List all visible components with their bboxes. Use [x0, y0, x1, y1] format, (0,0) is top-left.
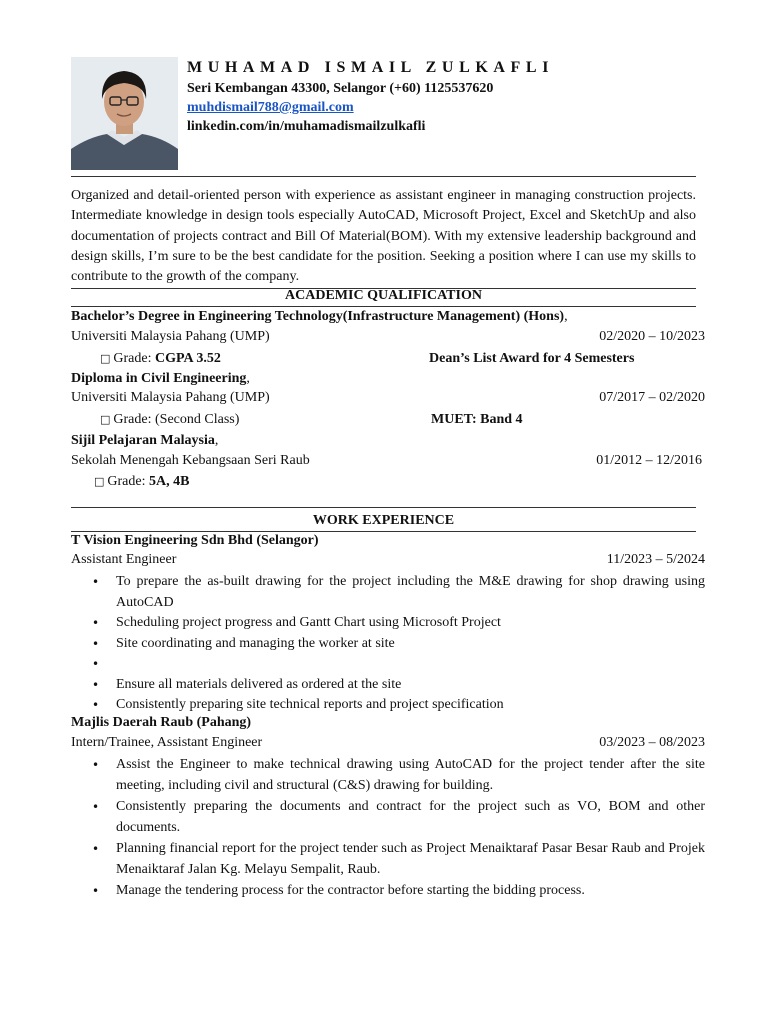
grade-bullet-icon: □ — [100, 352, 111, 365]
diploma-grade-label: Grade: (Second Class) — [113, 412, 240, 427]
job-2-company-row — [71, 715, 705, 731]
profile-photo — [71, 57, 178, 170]
degree-grade-label: Grade: — [113, 351, 155, 366]
header-divider — [71, 176, 696, 177]
work-section-title: WORK EXPERIENCE — [312, 513, 455, 528]
degree-name: Bachelor’s Degree in Engineering Technology(Infrastructure Management) (Hons) — [71, 309, 565, 324]
job-1-company: T Vision Engineering Sdn Bhd (Selangor) — [71, 533, 319, 548]
job-1-role-row — [71, 552, 705, 568]
list-item: • Assist the Engineer to make technical drawing using AutoCAD for the project tender after the site meeting, including civil and structural (C&S) drawing for building. — [71, 755, 705, 796]
contact-address-phone: Seri Kembangan 43300, Selangor (+60) 1125537620 — [187, 81, 494, 96]
list-item: • To prepare the as-built drawing for the project including the M&E drawing for shop drawing using AutoCAD — [71, 572, 705, 613]
list-item: • Manage the tendering process for the contractor before starting the bidding process. — [71, 881, 705, 902]
grade-bullet-icon: □ — [100, 413, 111, 426]
spm-grade-value: 5A, 4B — [149, 474, 190, 489]
degree-dates: 02/2020 – 10/2023 — [599, 329, 705, 344]
job-1-duties — [71, 572, 705, 716]
spm-school-row — [71, 453, 705, 469]
degree-grade-row — [100, 351, 635, 367]
list-item — [71, 654, 705, 675]
candidate-name: MUHAMAD ISMAIL ZULKAFLI — [187, 59, 555, 76]
degree-suffix: , — [564, 309, 568, 324]
spm-name: Sijil Pelajaran Malaysia — [71, 433, 215, 448]
job-1-company-row — [71, 533, 705, 549]
list-item: • Consistently preparing the documents and contract for the project such as VO, BOM and other documents. — [71, 797, 705, 838]
diploma-grade-row — [100, 412, 600, 428]
diploma-suffix: , — [246, 371, 250, 386]
diploma-school-row — [71, 390, 705, 406]
job-1-dates: 11/2023 – 5/2024 — [606, 552, 705, 567]
work-divider-top — [71, 507, 696, 508]
contact-email-link[interactable]: muhdismail788@gmail.com — [187, 100, 354, 115]
degree-award: Dean’s List Award for 4 Semesters — [429, 351, 635, 366]
job-2-company: Majlis Daerah Raub (Pahang) — [71, 715, 252, 730]
profile-summary: Organized and detail-oriented person with experience as assistant engineer in managing construction projects. Intermediate knowledge in design tools especially AutoCAD, Microsoft Project, Excel and SketchUp and also documentation of projects contract and Bill Of Material(BOM). With my extensive leadership background and design skills, I’m sure to be the best candidate for the position. Seeking a position where I can use my skills to contribute to the growth of the company. — [71, 188, 696, 285]
diploma-school: Universiti Malaysia Pahang (UMP) — [71, 390, 270, 405]
work-divider-bottom — [71, 531, 696, 532]
job-1-role: Assistant Engineer — [71, 552, 177, 567]
academic-divider-bottom — [71, 306, 696, 307]
academic-section-title: ACADEMIC QUALIFICATION — [285, 288, 482, 303]
spm-grade-label: Grade: — [107, 474, 149, 489]
degree-school-row — [71, 329, 705, 345]
list-item: • Scheduling project progress and Gantt Chart using Microsoft Project — [71, 613, 705, 634]
list-item: • Planning financial report for the project tender such as Project Menaiktaraf Pasar Besar Raub and Projek Menaiktaraf Jalan Kg. Melayu Sempalit, Raub. — [71, 839, 705, 880]
list-item: • Consistently preparing site technical reports and project specification — [71, 695, 705, 716]
list-item: • Site coordinating and managing the worker at site — [71, 634, 705, 655]
list-item: • Ensure all materials delivered as ordered at the site — [71, 675, 705, 696]
diploma-name: Diploma in Civil Engineering — [71, 371, 247, 386]
job-2-duties — [71, 755, 705, 902]
degree-grade-value: CGPA 3.52 — [155, 351, 221, 366]
contact-linkedin: linkedin.com/in/muhamadismailzulkafli — [187, 119, 426, 134]
diploma-muet: MUET: Band 4 — [431, 412, 523, 427]
grade-bullet-icon: □ — [94, 475, 105, 488]
spm-title-row — [71, 433, 705, 449]
diploma-dates: 07/2017 – 02/2020 — [599, 390, 705, 405]
degree-title-row — [71, 309, 705, 325]
spm-suffix: , — [214, 433, 219, 448]
spm-dates: 01/2012 – 12/2016 — [596, 453, 702, 468]
spm-grade-row — [94, 474, 494, 490]
spm-school: Sekolah Menengah Kebangsaan Seri Raub — [71, 453, 310, 468]
diploma-title-row — [71, 371, 705, 387]
degree-school: Universiti Malaysia Pahang (UMP) — [71, 329, 270, 344]
job-2-role-row — [71, 735, 705, 751]
profile-photo-illustration — [71, 57, 178, 170]
job-2-role: Intern/Trainee, Assistant Engineer — [71, 735, 263, 750]
job-2-dates: 03/2023 – 08/2023 — [599, 735, 705, 750]
